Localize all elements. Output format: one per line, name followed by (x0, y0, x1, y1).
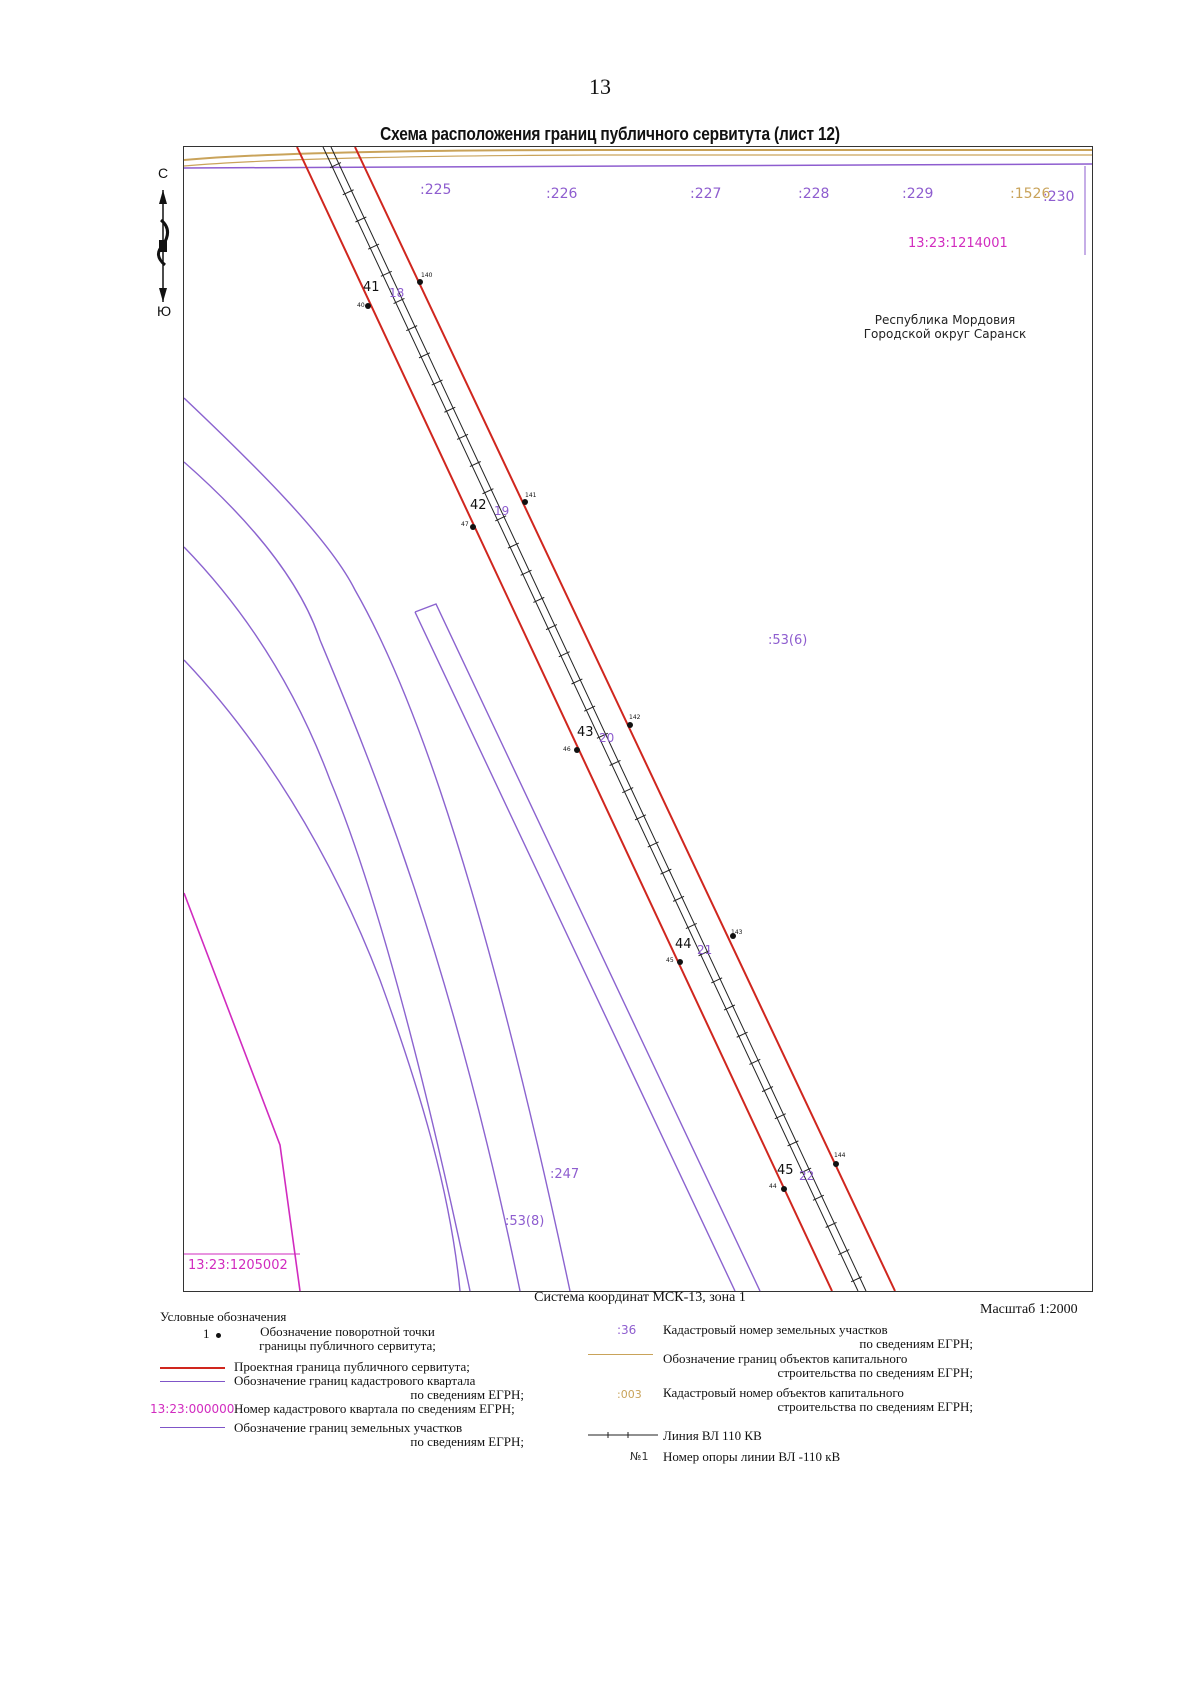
legend-support-symbol: №1 (630, 1450, 649, 1463)
page-number: 13 (589, 74, 611, 99)
parcel-label: :247 (550, 1167, 580, 1182)
parcel-label: :53(6) (768, 633, 808, 648)
legend-cad-text: Кадастровый номер земельных участков по сведениям ЕГРН; (663, 1322, 973, 1351)
map-title: Схема расположения границ публичного сервитута (лист 12) (380, 124, 840, 144)
tower-number: 45 (777, 1163, 794, 1178)
map-scale: Масштаб 1:2000 (980, 1302, 1078, 1317)
legend-quarter-text: Обозначение границ кадастрового квартала по сведениям ЕГРН; (234, 1373, 524, 1402)
south-label: Ю (157, 303, 172, 319)
quarter-label-north: 13:23:1214001 (908, 236, 1008, 251)
boundary-point-number: 47 (461, 521, 469, 528)
coordinate-system: Система координат МСК-13, зона 1 (534, 1290, 746, 1305)
legend-quarter-line-icon (160, 1381, 225, 1382)
legend-point-symbol: 1 (203, 1327, 221, 1341)
legend-obj-text: Кадастровый номер объектов капитального строительства по сведениям ЕГРН; (663, 1385, 973, 1414)
boundary-point-number: 40 (357, 302, 365, 309)
top-parcel-label: :228 (798, 186, 830, 202)
top-parcel-label: :229 (902, 186, 934, 202)
support-number: 20 (599, 731, 615, 745)
legend-red-line-icon (160, 1367, 225, 1369)
tower-number: 42 (470, 498, 487, 513)
compass-icon (158, 190, 167, 302)
legend-obj-symbol: :003 (617, 1388, 642, 1401)
top-parcel-label: :226 (546, 186, 578, 202)
capital-construction-label: :1526 (1010, 186, 1051, 202)
legend-capital-line-icon (588, 1354, 653, 1355)
top-parcel-label: :230 (1043, 189, 1075, 205)
legend-capital-text: Обозначение границ объектов капитального строительства по сведениям ЕГРН; (663, 1351, 973, 1380)
legend-quarter-number-text: Номер кадастрового квартала по сведениям ЕГРН; (234, 1401, 515, 1416)
boundary-point-number: 44 (769, 1183, 777, 1190)
legend-red-line-text: Проектная граница публичного сервитута; (234, 1359, 470, 1374)
legend-title: Условные обозначения (160, 1309, 287, 1324)
boundary-point-number: 140 (421, 272, 433, 279)
legend-power-line-text: Линия ВЛ 110 КВ (663, 1428, 762, 1443)
legend-support-text: Номер опоры линии ВЛ -110 кВ (663, 1449, 841, 1464)
support-number: 18 (389, 286, 405, 300)
boundary-point-number: 144 (834, 1152, 846, 1159)
point-icon (216, 1333, 221, 1338)
parcel-label: :53(8) (505, 1214, 545, 1229)
region-label: Республика Мордовия Городской округ Саранск (863, 313, 1027, 341)
boundary-point-number: 46 (563, 746, 571, 753)
tower-number: 44 (675, 937, 692, 952)
legend-parcel-text: Обозначение границ земельных участков по сведениям ЕГРН; (234, 1420, 524, 1449)
legend-point-text: Обозначение поворотной точки границы публичного сервитута; (259, 1324, 436, 1353)
support-number: 22 (799, 1169, 815, 1183)
support-number: 19 (494, 504, 510, 518)
north-label: С (158, 165, 169, 181)
boundary-point-number: 141 (525, 492, 537, 499)
top-parcel-label: :225 (420, 182, 452, 198)
boundary-point-number: 143 (731, 929, 743, 936)
legend-quarter-number-symbol: 13:23:000000 (150, 1402, 235, 1416)
legend-cad-symbol: :36 (617, 1323, 637, 1337)
top-parcel-label: :227 (690, 186, 722, 202)
quarter-label-south: 13:23:1205002 (188, 1258, 288, 1273)
support-number: 21 (697, 943, 713, 957)
legend-power-line-icon (588, 1430, 658, 1440)
legend-parcel-line-icon (160, 1427, 225, 1428)
tower-number: 43 (577, 725, 594, 740)
boundary-point-number: 142 (629, 714, 641, 721)
boundary-point-number: 45 (666, 957, 674, 964)
tower-number: 41 (363, 280, 380, 295)
